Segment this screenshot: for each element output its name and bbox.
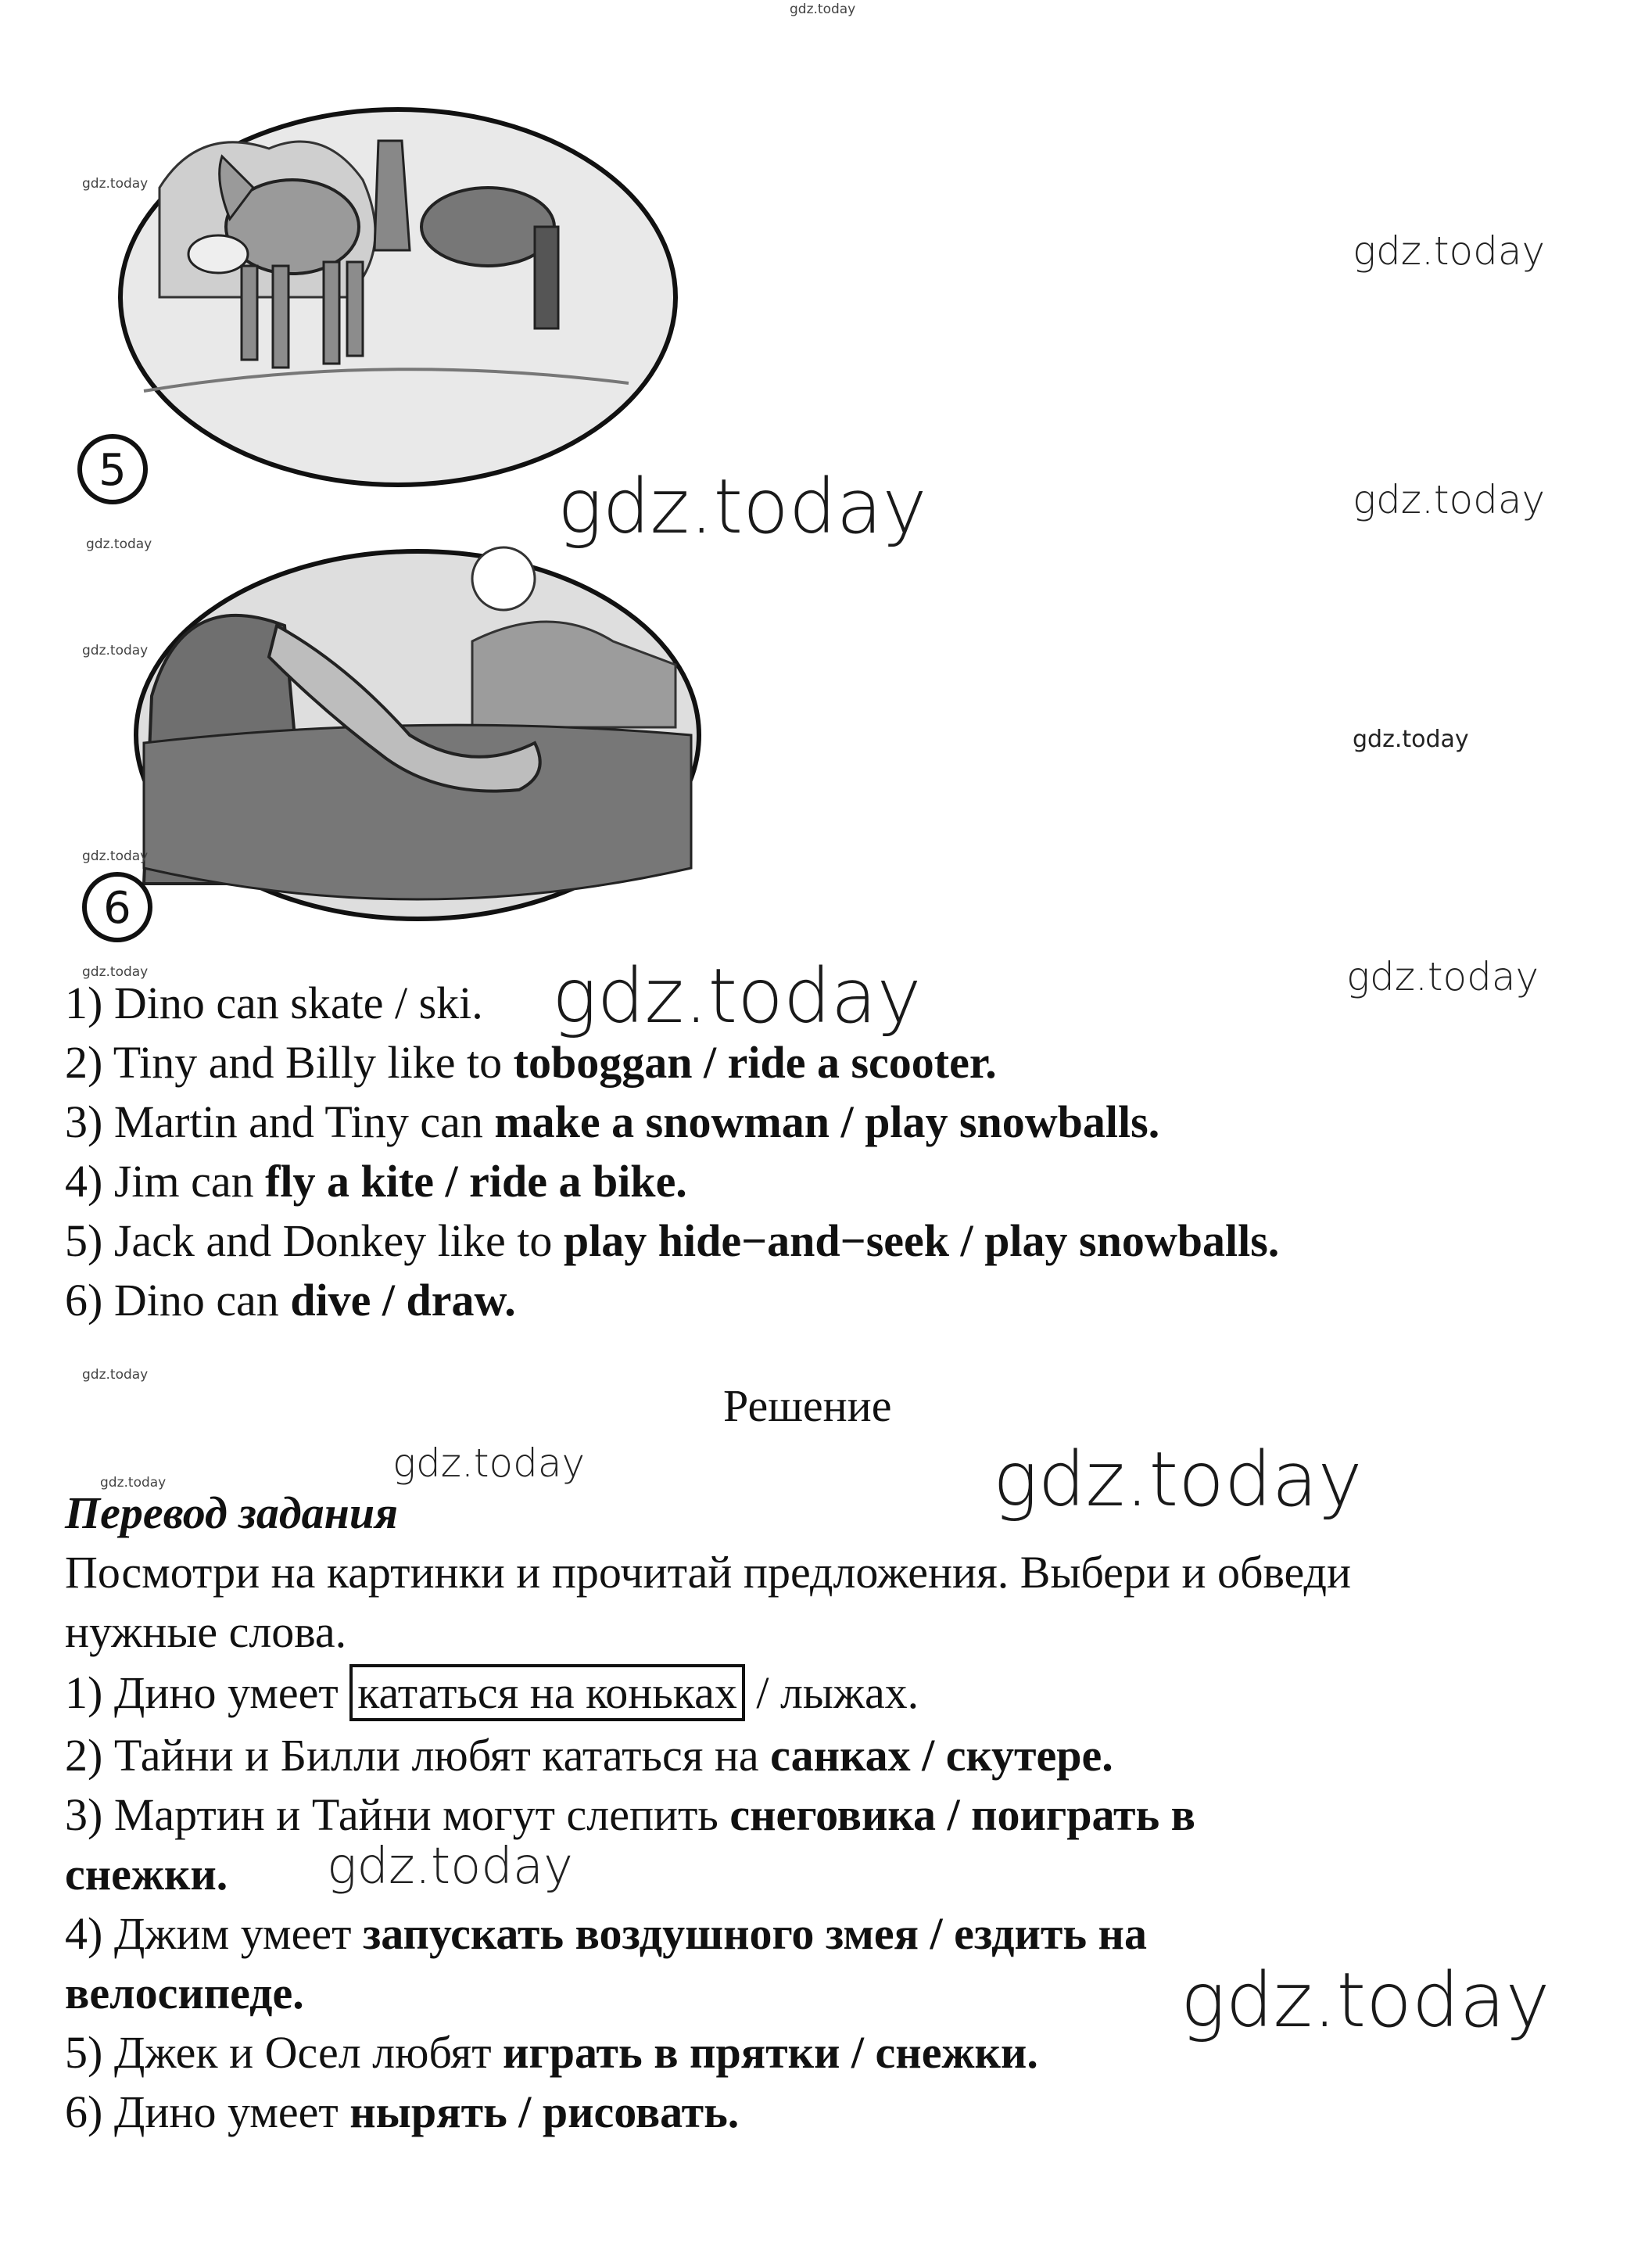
watermark-small: gdz.today [86,536,152,552]
watermark-large: gdz.today [557,463,927,551]
solution-line-1: 1) Дино умеет кататься на коньках / лыжах. [65,1663,919,1723]
exercise-line-6: 6) Dino can dive / draw. [65,1275,516,1326]
watermark-large: gdz.today [1181,1957,1550,2044]
exercise-line-1: 1) Dino can skate / ski. [65,978,483,1028]
circled-answer: кататься на коньках [349,1664,745,1721]
solution-line-4: 4) Джим умеет запускать воздушного змея / ездить на [65,1908,1147,1959]
solution-line-6: 6) Дино умеет нырять / рисовать. [65,2086,740,2137]
watermark-small: gdz.today [82,1367,149,1383]
picture-5 [66,94,691,516]
solution-line-3: 3) Мартин и Тайни могут слепить снеговика / поиграть в [65,1789,1195,1840]
watermark-small: gdz.today [100,1475,167,1491]
watermark-small: gdz.today [82,848,149,864]
watermark-small: gdz.today [82,176,149,192]
picture-6-number: 6 [103,883,131,934]
translation-title: Перевод задания [65,1487,398,1538]
solution-line-2: 2) Тайни и Билли любят кататься на санках / скутере. [65,1730,1113,1781]
watermark-small: gdz.today [82,964,149,980]
watermark-large: gdz.today [552,953,922,1040]
picture-6 [66,540,707,954]
watermark-medium: gdz.today [1353,726,1469,753]
solution-line-5: 5) Джек и Осел любят играть в прятки / снежки. [65,2027,1038,2078]
instruction-line-2: нужные слова. [65,1606,347,1657]
exercise-line-2: 2) Tiny and Billy like to toboggan / ride a scooter. [65,1037,997,1088]
solution-line-3-cont: снежки. [65,1849,228,1900]
watermark-medium: gdz.today [1346,954,1539,999]
watermark-large: gdz.today [993,1436,1363,1523]
solution-heading: Решение [723,1380,892,1431]
watermark-top: gdz.today [790,2,856,17]
exercise-line-5: 5) Jack and Donkey like to play hide−and−seek / play snowballs. [65,1215,1280,1266]
instruction-line-1: Посмотри на картинки и прочитай предложения. Выбери и обведи [65,1547,1352,1598]
solution-line-4-cont: велосипеде. [65,1968,304,2018]
watermark-medium: gdz.today [392,1440,586,1486]
exercise-line-3: 3) Martin and Tiny can make a snowman / play snowballs. [65,1096,1160,1147]
picture-5-number: 5 [99,445,127,496]
watermark-small: gdz.today [82,643,149,658]
watermark-medium: gdz.today [1353,477,1546,522]
exercise-line-4: 4) Jim can fly a kite / ride a bike. [65,1156,687,1207]
watermark-medium: gdz.today [327,1838,573,1896]
watermark-medium: gdz.today [1353,228,1546,274]
